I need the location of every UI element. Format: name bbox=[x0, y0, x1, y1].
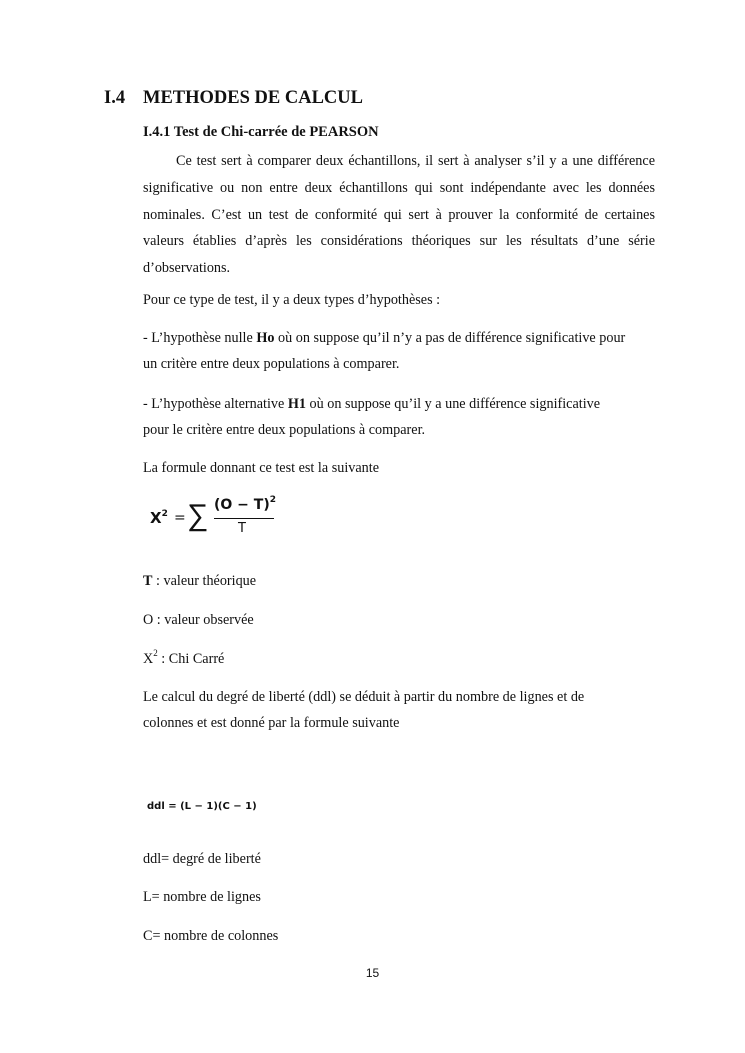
definition-x2-text: : Chi Carré bbox=[157, 651, 225, 667]
h0-text: où on suppose qu’il n’y a pas de différence significative pour bbox=[274, 330, 626, 346]
chi-square-formula bbox=[150, 496, 290, 546]
h1-prefix: - L’hypothèse alternative bbox=[143, 396, 288, 412]
sum-symbol: ∑ bbox=[187, 498, 209, 533]
hypotheses-intro: Pour ce type de test, il y a deux types d’hypothèses : bbox=[143, 292, 441, 308]
h1-line1 bbox=[143, 396, 600, 413]
definition-x2-symbol: X bbox=[143, 651, 154, 667]
formula-denominator: T bbox=[238, 521, 246, 536]
paragraph-intro-text: Ce test sert à comparer deux échantillons, il sert à analyser s’il y a une différence significative ou non entre deux échantillons qui sont indépendante avec les données nominales. C’est un test de conformité qui sert à prouver la conformité de certaines valeurs établies d’après les considérations théoriques sur les résultats d’une série d’observations. bbox=[143, 153, 655, 277]
h0-line1 bbox=[143, 330, 625, 347]
legend-l: L= nombre de lignes bbox=[143, 889, 261, 905]
fraction-bar bbox=[214, 518, 274, 519]
formula-numerator: $(O - T)^2$ bbox=[214, 495, 276, 513]
definition-t bbox=[143, 573, 256, 590]
definition-x2-exp: 2 bbox=[153, 648, 158, 658]
formula-lhs: $X^2$ bbox=[150, 509, 168, 527]
page-number: 15 bbox=[365, 966, 380, 980]
formula-equals: = bbox=[174, 510, 186, 526]
h0-prefix: - L’hypothèse nulle bbox=[143, 330, 257, 346]
formula-intro: La formule donnant ce test est la suivante bbox=[143, 460, 379, 476]
legend-c: C= nombre de colonnes bbox=[143, 928, 279, 944]
definition-x2 bbox=[143, 648, 225, 668]
legend-ddl: ddl= degré de liberté bbox=[143, 851, 261, 867]
h0-line2: un critère entre deux populations à comparer. bbox=[143, 356, 400, 372]
h1-text: où on suppose qu’il y a une différence significative bbox=[306, 396, 601, 412]
section-number: I.4 bbox=[104, 88, 126, 108]
h0-label: Ho bbox=[256, 330, 275, 346]
paragraph-intro bbox=[143, 148, 655, 282]
h1-label: H1 bbox=[287, 396, 306, 412]
subsection-title: I.4.1 Test de Chi-carrée de PEARSON bbox=[143, 124, 379, 140]
ddl-formula: ddl = (L − 1)(C − 1) bbox=[147, 801, 257, 812]
definition-t-symbol: T bbox=[143, 573, 153, 589]
definition-t-text: : valeur théorique bbox=[152, 573, 257, 589]
ddl-intro-line1: Le calcul du degré de liberté (ddl) se déduit à partir du nombre de lignes et de bbox=[143, 689, 585, 705]
ddl-intro-line2: colonnes et est donné par la formule suivante bbox=[143, 715, 400, 731]
section-title: METHODES DE CALCUL bbox=[143, 88, 363, 108]
definition-o: O : valeur observée bbox=[143, 612, 254, 628]
h1-line2: pour le critère entre deux populations à comparer. bbox=[143, 422, 426, 438]
